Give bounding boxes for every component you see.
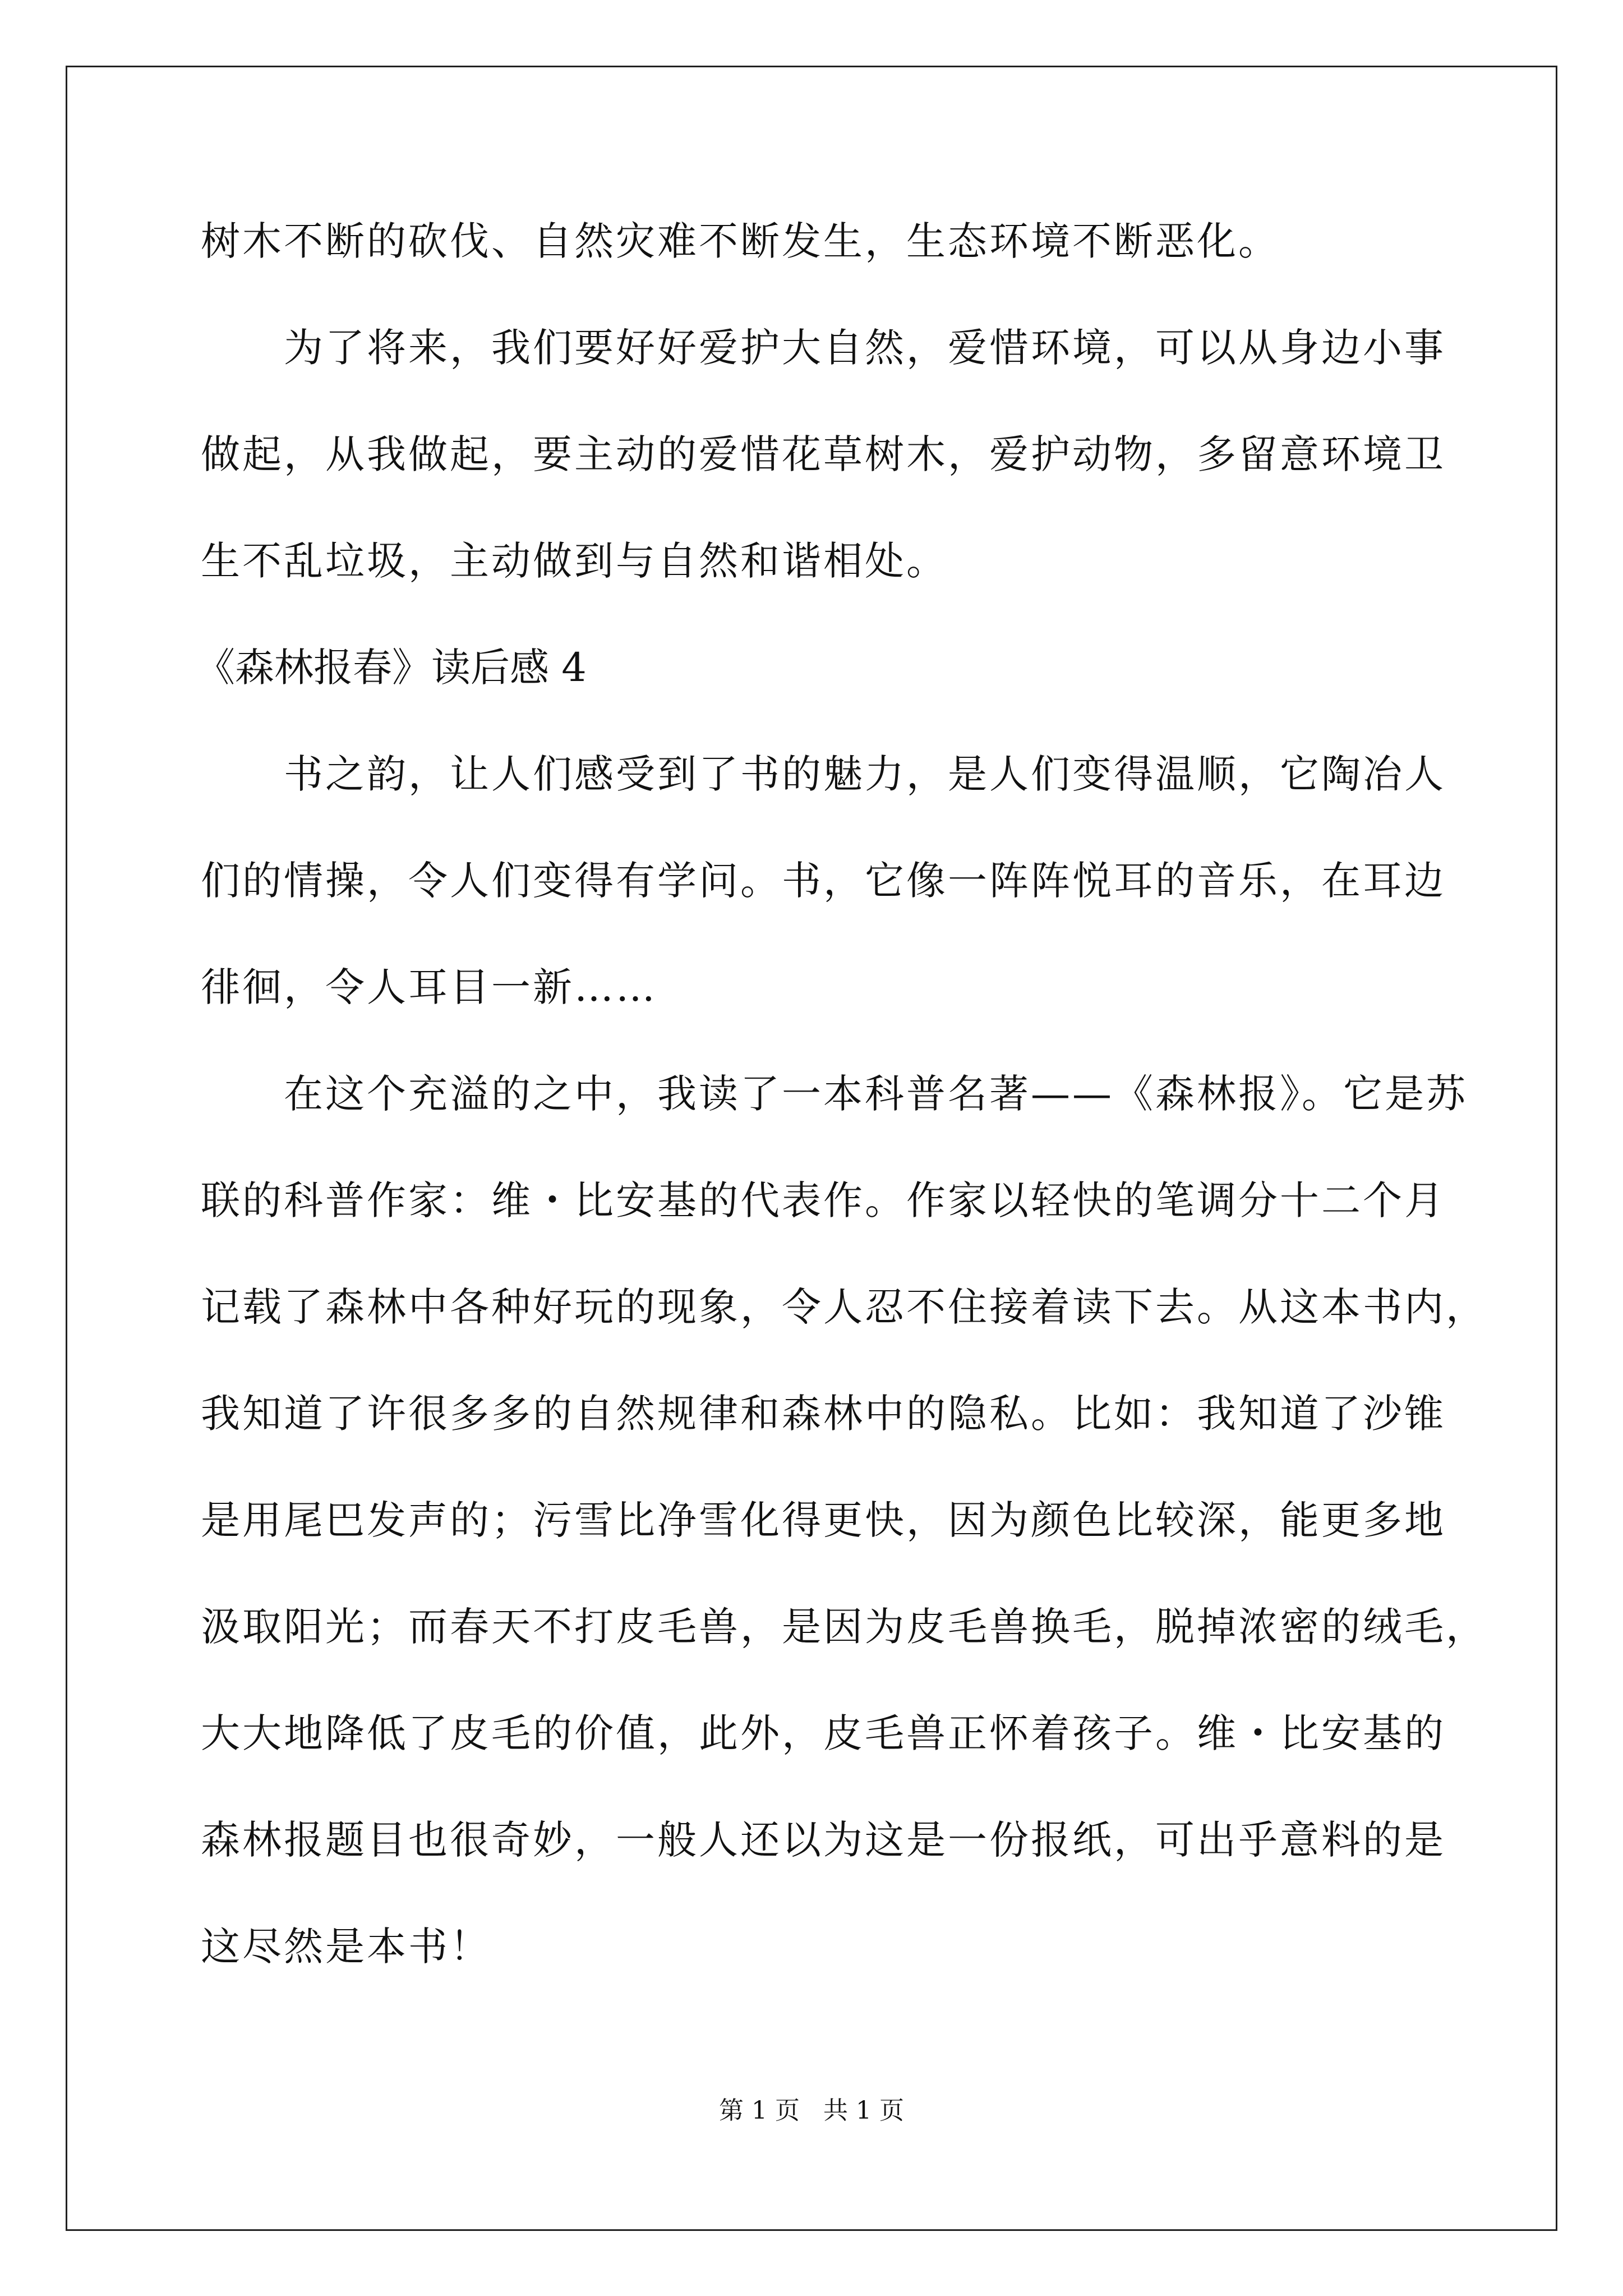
paragraph-line: 森林报题目也很奇妙，一般人还以为这是一份报纸，可出乎意料的是	[201, 1817, 1446, 1863]
paragraph-line: 为了将来，我们要好好爱护大自然，爱惜环境，可以从身边小事	[284, 325, 1446, 371]
paragraph-line: 做起，从我做起，要主动的爱惜花草树木，爱护动物，多留意环境卫	[201, 431, 1446, 477]
paragraph-line: 们的情操，令人们变得有学问。书，它像一阵阵悦耳的音乐，在耳边	[201, 858, 1446, 904]
paragraph-line: 记载了森林中各种好玩的现象，令人忍不住接着读下去。从这本书内，	[201, 1284, 1487, 1330]
paragraph-line: 徘徊，令人耳目一新……	[201, 964, 657, 1010]
paragraph-line: 大大地降低了皮毛的价值，此外，皮毛兽正怀着孩子。维・比安基的	[201, 1710, 1446, 1756]
paragraph-line: 联的科普作家：维・比安基的代表作。作家以轻快的笔调分十二个月	[201, 1177, 1446, 1223]
paragraph-line: 我知道了许很多多的自然规律和森林中的隐私。比如：我知道了沙锥	[201, 1391, 1446, 1437]
paragraph-line: 生不乱垃圾，主动做到与自然和谐相处。	[201, 538, 948, 584]
document-body	[196, 216, 1487, 2028]
paragraph-line: 这尽然是本书！	[201, 1924, 491, 1970]
paragraph-line: 树木不断的砍伐、自然灾难不断发生，生态环境不断恶化。	[201, 218, 1280, 264]
page-number-footer: 第 1 页 共 1 页	[719, 2096, 904, 2125]
paragraph-line: 书之韵，让人们感受到了书的魅力，是人们变得温顺，它陶冶人	[284, 751, 1446, 797]
section-heading: 《森林报春》读后感 4	[196, 645, 587, 691]
paragraph-line: 汲取阳光；而春天不打皮毛兽，是因为皮毛兽换毛，脱掉浓密的绒毛，	[201, 1604, 1487, 1650]
paragraph-line: 是用尾巴发声的；污雪比净雪化得更快，因为颜色比较深，能更多地	[201, 1497, 1446, 1543]
paragraph-line: 在这个充溢的之中，我读了一本科普名著——《森林报》。它是苏	[284, 1071, 1468, 1117]
